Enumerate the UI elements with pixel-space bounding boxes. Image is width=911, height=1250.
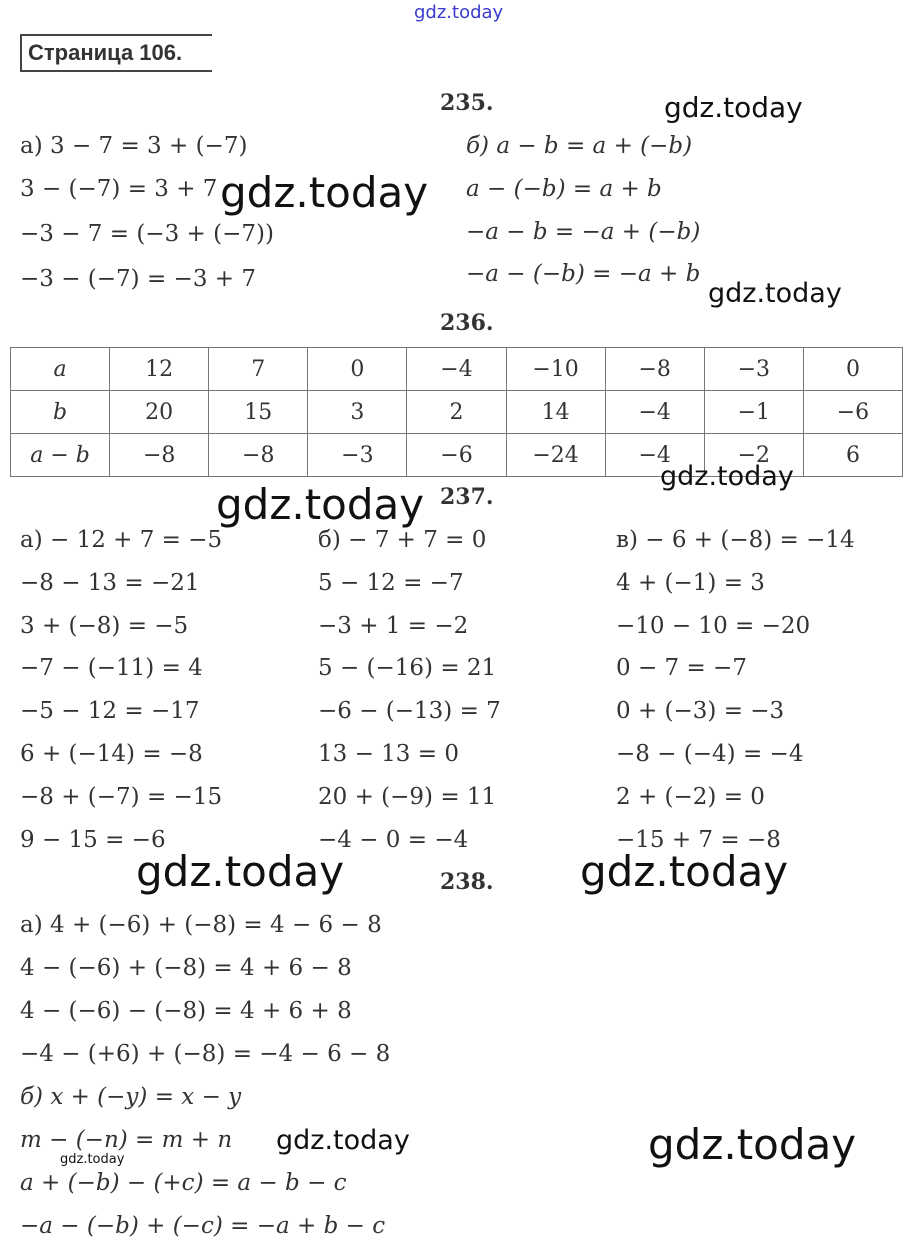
watermark: gdz.today <box>220 168 429 217</box>
watermark: gdz.today <box>660 461 794 492</box>
ex237-c-line-5: 0 + (−3) = −3 <box>616 698 785 724</box>
ex235-b-line-3: −a − b = −a + (−b) <box>466 219 701 245</box>
table-cell: −3 <box>308 434 407 477</box>
ex238-line-8: −a − (−b) + (−c) = −a + b − c <box>20 1213 386 1239</box>
ex235-a-line-4: −3 − (−7) = −3 + 7 <box>20 266 256 292</box>
table-cell: −4 <box>605 434 704 477</box>
ex237-a-line-3: 3 + (−8) = −5 <box>20 613 189 639</box>
page-label-box <box>20 34 212 72</box>
table-cell: −1 <box>704 391 803 434</box>
ex237-a-line-6: 6 + (−14) = −8 <box>20 741 203 767</box>
exercise-237-number: 237. <box>440 484 494 510</box>
table-cell: −3 <box>704 348 803 391</box>
ex235-a-line-3: −3 − 7 = (−3 + (−7)) <box>20 221 274 247</box>
ex237-b-line-4: 5 − (−16) = 21 <box>318 655 497 681</box>
ex238-line-6: m − (−n) = m + n <box>20 1127 233 1153</box>
exercise-235-number: 235. <box>440 90 494 116</box>
exercise-236-number: 236. <box>440 310 494 336</box>
ex237-b-line-7: 20 + (−9) = 11 <box>318 784 497 810</box>
table-cell: −4 <box>407 348 506 391</box>
watermark: gdz.today <box>580 847 789 896</box>
ex238-line-2: 4 − (−6) + (−8) = 4 + 6 − 8 <box>20 955 352 981</box>
table-cell: 2 <box>407 391 506 434</box>
table-cell: 15 <box>209 391 308 434</box>
row-head-b: b <box>11 391 110 434</box>
ex237-b-line-2: 5 − 12 = −7 <box>318 570 464 596</box>
ex235-a-line-1: а) 3 − 7 = 3 + (−7) <box>20 133 248 159</box>
table-cell: −8 <box>209 434 308 477</box>
watermark: gdz.today <box>136 847 345 896</box>
watermark: gdz.today <box>216 480 425 529</box>
table-cell: −6 <box>407 434 506 477</box>
values-table <box>10 347 903 477</box>
table-cell: −6 <box>803 391 902 434</box>
ex238-line-5: б) x + (−y) = x − y <box>20 1084 242 1110</box>
top-watermark: gdz.today <box>414 2 504 23</box>
table-cell: 0 <box>308 348 407 391</box>
ex238-line-3: 4 − (−6) − (−8) = 4 + 6 + 8 <box>20 998 352 1024</box>
table-cell: −2 <box>704 434 803 477</box>
watermark: gdz.today <box>276 1125 410 1156</box>
watermark: gdz.today <box>648 1120 857 1169</box>
ex237-a-line-5: −5 − 12 = −17 <box>20 698 200 724</box>
ex237-b-line-1: б) − 7 + 7 = 0 <box>318 527 487 553</box>
watermark: gdz.today <box>60 1152 125 1167</box>
ex238-line-1: а) 4 + (−6) + (−8) = 4 − 6 − 8 <box>20 912 382 938</box>
table-cell: 0 <box>803 348 902 391</box>
table-cell: −10 <box>506 348 605 391</box>
row-head-a-minus-b: a − b <box>11 434 110 477</box>
watermark: gdz.today <box>664 91 803 124</box>
table-row <box>11 391 903 434</box>
ex237-a-line-2: −8 − 13 = −21 <box>20 570 200 596</box>
table-cell: −8 <box>110 434 209 477</box>
ex237-a-line-8: 9 − 15 = −6 <box>20 827 166 853</box>
ex235-a-line-2: 3 − (−7) = 3 + 7 <box>20 176 218 202</box>
ex235-b-line-2: a − (−b) = a + b <box>466 176 662 202</box>
ex237-c-line-3: −10 − 10 = −20 <box>616 613 811 639</box>
ex235-b-line-4: −a − (−b) = −a + b <box>466 261 701 287</box>
watermark: gdz.today <box>708 278 842 309</box>
ex237-b-line-3: −3 + 1 = −2 <box>318 613 469 639</box>
ex237-a-line-7: −8 + (−7) = −15 <box>20 784 223 810</box>
ex238-line-4: −4 − (+6) + (−8) = −4 − 6 − 8 <box>20 1041 391 1067</box>
table-cell: 7 <box>209 348 308 391</box>
table-cell: −4 <box>605 391 704 434</box>
ex237-b-line-5: −6 − (−13) = 7 <box>318 698 501 724</box>
table-row <box>11 348 903 391</box>
table-cell: 6 <box>803 434 902 477</box>
page-label: Страница 106. <box>28 40 183 65</box>
exercise-238-number: 238. <box>440 869 494 895</box>
ex238-line-7: a + (−b) − (+c) = a − b − c <box>20 1170 347 1196</box>
ex237-c-line-4: 0 − 7 = −7 <box>616 655 747 681</box>
ex237-c-line-1: в) − 6 + (−8) = −14 <box>616 527 855 553</box>
ex237-c-line-7: 2 + (−2) = 0 <box>616 784 765 810</box>
ex237-a-line-4: −7 − (−11) = 4 <box>20 655 203 681</box>
ex237-b-line-8: −4 − 0 = −4 <box>318 827 469 853</box>
ex237-c-line-2: 4 + (−1) = 3 <box>616 570 765 596</box>
table-cell: 3 <box>308 391 407 434</box>
ex237-b-line-6: 13 − 13 = 0 <box>318 741 459 767</box>
ex235-b-line-1: б) a − b = a + (−b) <box>466 133 693 159</box>
table-cell: −24 <box>506 434 605 477</box>
row-head-a: a <box>11 348 110 391</box>
ex237-c-line-8: −15 + 7 = −8 <box>616 827 781 853</box>
table-cell: 12 <box>110 348 209 391</box>
ex237-a-line-1: а) − 12 + 7 = −5 <box>20 527 223 553</box>
table-cell: −8 <box>605 348 704 391</box>
ex237-c-line-6: −8 − (−4) = −4 <box>616 741 804 767</box>
table-cell: 20 <box>110 391 209 434</box>
table-cell: 14 <box>506 391 605 434</box>
